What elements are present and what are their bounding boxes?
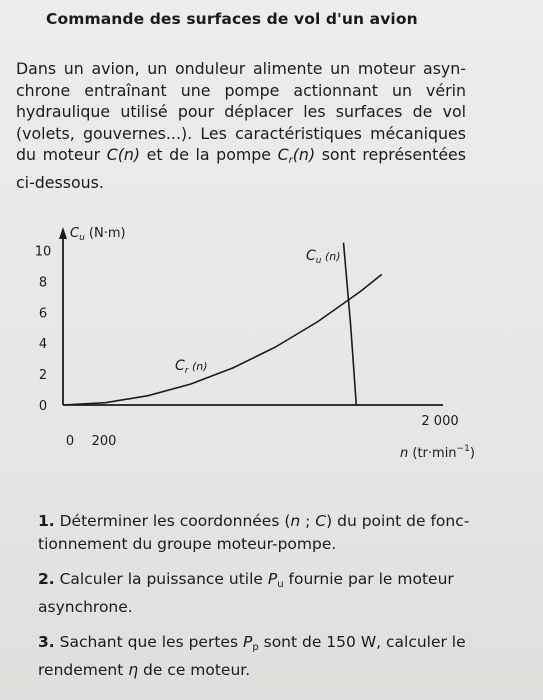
question-3: 3. Sachant que les pertes $P_p$ sont de 150 W, calculer le rendement η de ce moteur. [38,633,466,679]
curve-motor [344,243,357,405]
y-tick-label-0: 0 [38,399,48,414]
y-tick-label-2: 2 [38,368,48,384]
y-tick-label-4: 4 [38,337,48,353]
chart-curves [63,243,382,405]
question-2: 2. Calculer la puissance utile $P_u$ fournie par le moteur asynchrone. [38,570,454,616]
x-tick-label-2: 2 000 [421,414,459,429]
motor-torque-symbol: C(n) [106,145,141,165]
intro-paragraph [16,58,466,194]
questions-list [38,510,516,694]
intro-text-3: sont représentées ci-dessous. [16,145,466,192]
chart-axes [59,227,443,405]
exercise-title: Commande des surfaces de vol d'un avion [46,10,418,28]
torque-speed-chart [0,205,543,480]
x-tick-label-1: 200 [91,434,117,449]
pump-torque-symbol: $C_r(n)$ [277,145,316,167]
question-1: 1. Déterminer les coordonnées (n ; C) du point de fonc-tionnement du groupe moteur-pompe. [38,512,470,553]
intro-text-2: et de la pompe [140,145,278,165]
y-tick-label-10: 10 [34,244,52,260]
motor-curve-label: $C_u$ $^{(n)}$ [306,248,341,266]
y-tick-label-6: 6 [38,306,48,322]
y-axis-arrow [59,227,67,239]
y-axis-label: $C_u$ (N·m) [70,226,126,243]
intro-text-1: Dans un avion, un onduleur alimente un moteur asyn-chrone entraînant une pompe actionnant un vérin hydraulique utilisé pour déplacer les surfaces de vol (volets, gouvernes...). Les caractéristiques mécaniques du moteur [16,59,466,165]
pump-curve-label: $C_r$ $^{(n)}$ [175,358,208,376]
y-tick-label-8: 8 [38,275,48,291]
x-axis-label: n $(tr\cdot\min^{-1})$ [400,444,475,461]
chart-labels [70,226,475,461]
curve-pump [63,274,382,405]
x-tick-label-0: 0 [65,434,75,449]
chart-ticks [35,244,459,449]
